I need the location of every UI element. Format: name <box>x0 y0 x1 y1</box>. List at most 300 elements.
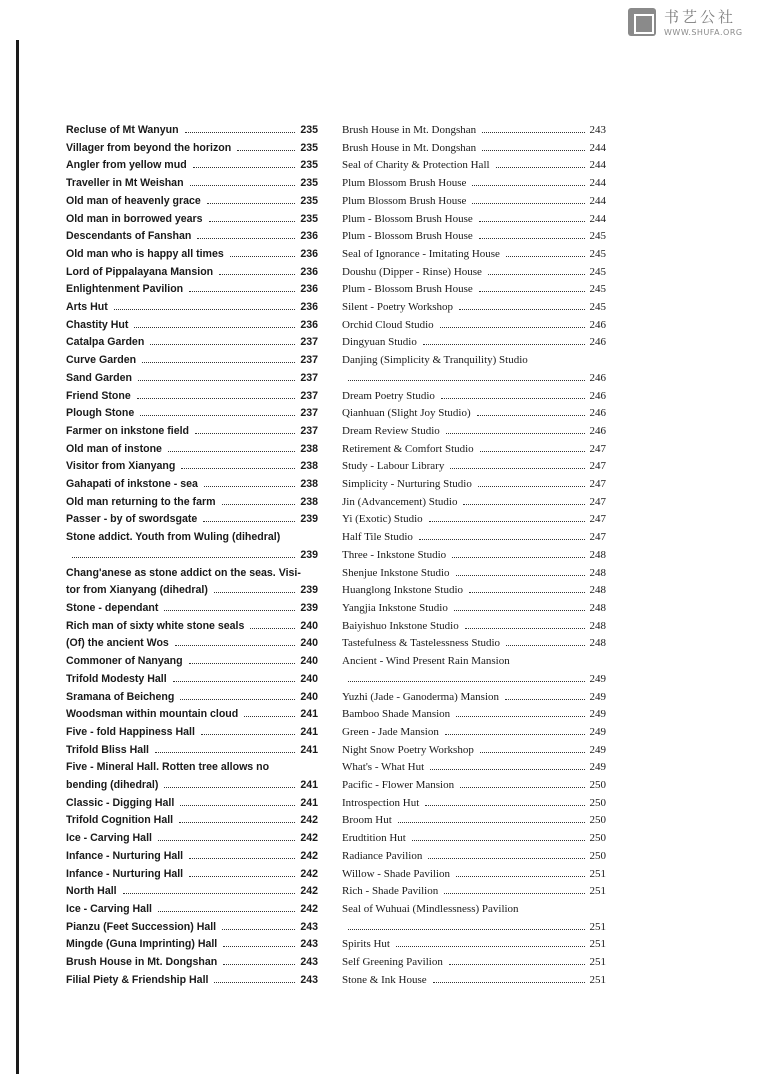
page-number: 235 <box>300 141 318 154</box>
index-entry <box>66 954 318 972</box>
dot-leader <box>150 343 295 345</box>
entry-title: Old man of instone <box>66 442 162 455</box>
entry-title: Retirement & Comfort Studio <box>342 442 474 455</box>
entry-title: Huanglong Inkstone Studio <box>342 584 463 597</box>
index-entry <box>66 441 318 459</box>
page-number: 242 <box>300 832 318 845</box>
page-number: 240 <box>300 655 318 668</box>
index-entry <box>66 706 318 724</box>
page-number: 235 <box>300 159 318 172</box>
dot-leader <box>445 733 585 735</box>
dot-leader <box>179 821 295 823</box>
index-entry <box>342 565 606 583</box>
index-entry <box>66 193 318 211</box>
entry-title: Traveller in Mt Weishan <box>66 177 184 190</box>
index-entry <box>342 352 606 387</box>
page-number: 248 <box>589 601 606 614</box>
entry-title: Recluse of Mt Wanyun <box>66 124 179 136</box>
page-number: 242 <box>300 902 318 915</box>
dot-leader <box>158 910 295 912</box>
entry-title: Five - Mineral Hall. Rotten tree allows no <box>66 761 270 774</box>
page-number: 245 <box>589 301 606 314</box>
dot-leader <box>207 202 295 204</box>
index-entry <box>66 671 318 689</box>
page-number: 236 <box>300 265 318 278</box>
dot-leader <box>201 733 295 735</box>
index-entry <box>66 405 318 423</box>
index-entry <box>342 423 606 441</box>
dot-leader <box>193 166 296 168</box>
index-entry <box>66 281 318 299</box>
entry-title: Pacific - Flower Mansion <box>342 779 455 792</box>
index-entry <box>342 334 606 352</box>
index-entry <box>66 689 318 707</box>
dot-leader <box>137 397 296 399</box>
dot-leader <box>189 662 296 664</box>
entry-title: Dream Poetry Studio <box>342 389 435 402</box>
index-entry <box>66 866 318 884</box>
entry-title: Rich man of sixty white stone seals <box>66 619 245 632</box>
dot-leader <box>465 627 585 629</box>
dot-leader <box>155 751 295 753</box>
page-number: 239 <box>300 601 318 614</box>
dot-leader <box>214 591 295 593</box>
entry-title: Enlightenment Pavilion <box>66 283 184 296</box>
index-entry <box>342 140 606 158</box>
entry-title: Trifold Bliss Hall <box>66 743 150 756</box>
dot-leader <box>348 928 585 930</box>
entry-title: Farmer on inkstone field <box>66 424 190 437</box>
page-number: 251 <box>589 973 606 986</box>
entry-title: Jin (Advancement) Studio <box>342 495 458 508</box>
entry-title: Rich - Shade Pavilion <box>342 885 439 898</box>
watermark-url: WWW.SHUFA.ORG <box>664 28 743 37</box>
watermark-title: 书艺公社 <box>664 8 737 26</box>
entry-title: Spirits Hut <box>342 938 390 951</box>
entry-title: Infance - Nurturing Hall <box>66 867 184 880</box>
index-entry <box>342 777 606 795</box>
index-entry <box>66 388 318 406</box>
entry-title: Doushu (Dipper - Rinse) House <box>342 265 482 278</box>
dot-leader <box>428 857 584 859</box>
page-number: 246 <box>589 424 606 437</box>
dot-leader <box>138 379 295 381</box>
index-entry <box>342 299 606 317</box>
dot-leader <box>222 928 295 930</box>
entry-title: Simplicity - Nurturing Studio <box>342 478 472 491</box>
index-entry <box>342 901 606 936</box>
entry-title: Arts Hut <box>66 301 108 314</box>
entry-title: Villager from beyond the horizon <box>66 141 232 154</box>
page-number: 247 <box>589 478 606 491</box>
index-entry <box>66 175 318 193</box>
dot-leader <box>237 149 295 151</box>
dot-leader <box>398 821 585 823</box>
page-number: 247 <box>589 513 606 526</box>
dot-leader <box>142 361 295 363</box>
page-number: 242 <box>300 885 318 898</box>
index-entry <box>66 759 318 794</box>
index-entry <box>66 795 318 813</box>
entry-title: tor from Xianyang (dihedral) <box>66 584 208 597</box>
index-entry <box>66 919 318 937</box>
dot-leader <box>459 308 584 310</box>
dot-leader <box>214 981 295 983</box>
page-number: 250 <box>589 779 606 792</box>
index-entry <box>342 582 606 600</box>
page-number: 251 <box>589 956 606 969</box>
entry-title: Stone & Ink House <box>342 973 427 986</box>
page-number: 244 <box>589 177 606 190</box>
index-entry <box>342 494 606 512</box>
dot-leader <box>479 220 585 222</box>
entry-title: Plum - Blossom Brush House <box>342 212 473 225</box>
page-number: 237 <box>300 354 318 367</box>
index-entry <box>66 901 318 919</box>
index-entry <box>66 334 318 352</box>
dot-leader <box>440 326 585 328</box>
page-number: 250 <box>589 832 606 845</box>
page-number: 237 <box>300 389 318 402</box>
dot-leader <box>452 556 584 558</box>
dot-leader <box>114 308 296 310</box>
entry-title: Qianhuan (Slight Joy Studio) <box>342 407 471 420</box>
page-number: 242 <box>300 814 318 827</box>
dot-leader <box>472 202 584 204</box>
dot-leader <box>396 945 585 947</box>
entry-title: Angler from yellow mud <box>66 159 187 172</box>
index-entry <box>66 423 318 441</box>
index-entry <box>342 830 606 848</box>
dot-leader <box>472 184 584 186</box>
entry-title: Bamboo Shade Mansion <box>342 708 451 721</box>
entry-title: Ancient - Wind Present Rain Mansion <box>342 655 510 668</box>
page-number: 248 <box>589 584 606 597</box>
page-number: 235 <box>300 177 318 190</box>
index-entry <box>66 742 318 760</box>
entry-title: Seal of Wuhuai (Mindlessness) Pavilion <box>342 902 519 915</box>
dot-leader <box>423 343 585 345</box>
page-number: 249 <box>589 761 606 774</box>
entry-title: Catalpa Garden <box>66 336 145 349</box>
index-entry <box>342 742 606 760</box>
entry-title: Old man in borrowed years <box>66 212 203 225</box>
entry-title: Sramana of Beicheng <box>66 690 175 703</box>
entry-title: Seal of Charity & Protection Hall <box>342 159 490 172</box>
dot-leader <box>209 220 296 222</box>
index-entry <box>66 352 318 370</box>
entry-title: Baiyishuo Inkstone Studio <box>342 619 459 632</box>
index-entry <box>342 441 606 459</box>
index-entry <box>342 848 606 866</box>
entry-title: Curve Garden <box>66 354 137 367</box>
entry-title: North Hall <box>66 885 117 898</box>
entry-title: Plum - Blossom Brush House <box>342 283 473 296</box>
index-entry <box>342 511 606 529</box>
index-entry <box>66 264 318 282</box>
index-entry <box>66 618 318 636</box>
dot-leader <box>454 609 585 611</box>
page-number: 241 <box>300 725 318 738</box>
entry-title: Infance - Nurturing Hall <box>66 849 184 862</box>
dot-leader <box>441 397 585 399</box>
entry-title: Ice - Carving Hall <box>66 902 152 915</box>
page-number: 241 <box>300 796 318 809</box>
entry-title: Half Tile Studio <box>342 531 413 544</box>
index-entry <box>342 175 606 193</box>
entry-title: Trifold Modesty Hall <box>66 672 167 685</box>
entry-title: Plum Blossom Brush House <box>342 194 467 207</box>
index-entry <box>66 830 318 848</box>
page-number: 236 <box>300 318 318 331</box>
dot-leader <box>158 839 295 841</box>
watermark-logo <box>628 4 748 48</box>
dot-leader <box>478 485 585 487</box>
page-number: 240 <box>300 637 318 650</box>
dot-leader <box>469 591 585 593</box>
dot-leader <box>204 485 295 487</box>
page-number: 249 <box>589 725 606 738</box>
entry-title: Orchid Cloud Studio <box>342 318 434 331</box>
page-number: 238 <box>300 495 318 508</box>
dot-leader <box>164 609 295 611</box>
index-entry <box>66 246 318 264</box>
page-number: 249 <box>589 690 606 703</box>
page-number: 235 <box>300 194 318 207</box>
dot-leader <box>480 751 585 753</box>
index-entry <box>342 635 606 653</box>
dot-leader <box>430 768 584 770</box>
entry-title: Passer - by of swordsgate <box>66 513 198 526</box>
page-number: 250 <box>589 814 606 827</box>
index-entry <box>66 883 318 901</box>
page-number: 248 <box>589 566 606 579</box>
index-entry <box>342 883 606 901</box>
page-number: 245 <box>589 247 606 260</box>
entry-title: Trifold Cognition Hall <box>66 814 174 827</box>
entry-title: Dream Review Studio <box>342 424 440 437</box>
page-number: 244 <box>589 159 606 172</box>
entry-title: Danjing (Simplicity & Tranquility) Studio <box>342 354 528 367</box>
page-number: 243 <box>589 124 606 136</box>
dot-leader <box>425 804 584 806</box>
page-number: 243 <box>300 938 318 951</box>
entry-title: Old man who is happy all times <box>66 247 224 260</box>
entry-title: Pianzu (Feet Succession) Hall <box>66 920 217 933</box>
page-number: 244 <box>589 194 606 207</box>
index-entry <box>342 759 606 777</box>
index-entry <box>66 653 318 671</box>
dot-leader <box>223 963 295 965</box>
page-number: 245 <box>589 230 606 243</box>
page-number: 238 <box>300 442 318 455</box>
entry-title: Brush House in Mt. Dongshan <box>342 141 477 154</box>
page-number: 236 <box>300 301 318 314</box>
dot-leader <box>482 131 584 133</box>
entry-title: Brush House in Mt. Dongshan <box>66 956 218 969</box>
page-number: 249 <box>589 672 606 685</box>
entry-title: Shenjue Inkstone Studio <box>342 566 450 579</box>
index-entry <box>342 600 606 618</box>
index-entry <box>66 600 318 618</box>
index-entry <box>66 228 318 246</box>
page-number: 247 <box>589 495 606 508</box>
dot-leader <box>195 432 295 434</box>
page-number: 242 <box>300 867 318 880</box>
entry-title: Silent - Poetry Workshop <box>342 301 454 314</box>
entry-title: Erudtition Hut <box>342 832 406 845</box>
dot-leader <box>219 273 295 275</box>
index-entry <box>342 547 606 565</box>
entry-title: Plum - Blossom Brush House <box>342 230 473 243</box>
dot-leader <box>140 414 295 416</box>
index-entry <box>66 299 318 317</box>
dot-leader <box>480 450 585 452</box>
index-entry <box>66 157 318 175</box>
dot-leader <box>181 467 295 469</box>
index-entry <box>66 494 318 512</box>
entry-title: Five - fold Happiness Hall <box>66 725 195 738</box>
entry-title: Plough Stone <box>66 407 135 420</box>
dot-leader <box>190 184 296 186</box>
index-entry <box>342 193 606 211</box>
index-entry <box>342 954 606 972</box>
entry-title: Stone - dependant <box>66 601 159 614</box>
entry-title: Ice - Carving Hall <box>66 832 152 845</box>
entry-title: Plum Blossom Brush House <box>342 177 467 190</box>
index-entry <box>342 476 606 494</box>
entry-title: Green - Jade Mansion <box>342 725 439 738</box>
dot-leader <box>496 166 585 168</box>
entry-title: Sand Garden <box>66 371 132 384</box>
entry-title: Commoner of Nanyang <box>66 655 183 668</box>
index-entry <box>66 812 318 830</box>
index-entry <box>342 972 606 990</box>
dot-leader <box>488 273 585 275</box>
page-number: 246 <box>589 371 606 384</box>
index-entry <box>66 511 318 529</box>
index-entry <box>66 972 318 990</box>
page-number: 240 <box>300 672 318 685</box>
index-entry <box>342 157 606 175</box>
index-entry <box>342 795 606 813</box>
dot-leader <box>168 450 295 452</box>
seal-icon <box>628 8 656 36</box>
index-entry <box>342 458 606 476</box>
index-entry <box>342 211 606 229</box>
index-entry <box>66 635 318 653</box>
index-entry <box>66 476 318 494</box>
page-number: 248 <box>589 619 606 632</box>
index-entry <box>66 936 318 954</box>
page-number: 237 <box>300 371 318 384</box>
dot-leader <box>185 131 296 133</box>
index-entry <box>342 388 606 406</box>
page-number: 240 <box>300 690 318 703</box>
entry-title: Seal of Ignorance - Imitating House <box>342 247 500 260</box>
entry-title: (Of) the ancient Wos <box>66 637 169 650</box>
index-entry <box>342 653 606 688</box>
page-number: 241 <box>300 779 318 792</box>
index-entry <box>342 281 606 299</box>
page-number: 241 <box>300 708 318 721</box>
dot-leader <box>223 945 295 947</box>
entry-title: Three - Inkstone Studio <box>342 548 447 561</box>
dot-leader <box>222 503 296 505</box>
dot-leader <box>506 644 584 646</box>
entry-title: Tastefulness & Tastelessness Studio <box>342 637 501 650</box>
page-number: 235 <box>300 212 318 225</box>
entry-title: Dingyuan Studio <box>342 336 417 349</box>
entry-title: Filial Piety & Friendship Hall <box>66 973 209 986</box>
index-entry <box>342 812 606 830</box>
index-entry <box>66 565 318 600</box>
scan-left-edge <box>0 0 22 1074</box>
index-entry <box>66 122 318 140</box>
entry-title: Gahapati of inkstone - sea <box>66 478 198 491</box>
entry-title: Visitor from Xianyang <box>66 460 176 473</box>
dot-leader <box>134 326 295 328</box>
entry-title: Yuzhi (Jade - Ganoderma) Mansion <box>342 690 500 703</box>
entry-title: Lord of Pippalayana Mansion <box>66 265 214 278</box>
page-number: 246 <box>589 336 606 349</box>
dot-leader <box>444 892 584 894</box>
entry-title: Yangjia Inkstone Studio <box>342 601 448 614</box>
dot-leader <box>348 680 585 682</box>
page-number: 235 <box>300 124 318 136</box>
dot-leader <box>180 804 295 806</box>
dot-leader <box>433 981 585 983</box>
page-number: 251 <box>589 938 606 951</box>
index-entry <box>342 618 606 636</box>
entry-title: Descendants of Fanshan <box>66 230 192 243</box>
index-entry <box>66 317 318 335</box>
page-number: 239 <box>300 513 318 526</box>
page-number: 250 <box>589 796 606 809</box>
dot-leader <box>419 538 585 540</box>
dot-leader <box>463 503 584 505</box>
entry-title: Night Snow Poetry Workshop <box>342 743 474 756</box>
index-entry <box>342 228 606 246</box>
entry-title: bending (dihedral) <box>66 779 159 792</box>
dot-leader <box>450 467 584 469</box>
dot-leader <box>250 627 295 629</box>
dot-leader <box>429 520 585 522</box>
index-entry <box>66 370 318 388</box>
dot-leader <box>449 963 585 965</box>
index-entry <box>342 936 606 954</box>
page-number: 246 <box>589 407 606 420</box>
index-entry <box>342 317 606 335</box>
page-number: 250 <box>589 849 606 862</box>
index-entry <box>66 140 318 158</box>
page-number: 237 <box>300 424 318 437</box>
index-entry <box>66 529 318 564</box>
dot-leader <box>456 875 584 877</box>
page-number: 239 <box>300 548 318 561</box>
page-number: 237 <box>300 336 318 349</box>
dot-leader <box>482 149 584 151</box>
entry-title: Study - Labour Library <box>342 460 445 473</box>
dot-leader <box>244 715 295 717</box>
binding-line <box>16 40 19 1074</box>
entry-title: Radiance Pavilion <box>342 849 423 862</box>
index-entry <box>342 246 606 264</box>
page-number: 249 <box>589 708 606 721</box>
dot-leader <box>506 255 585 257</box>
dot-leader <box>348 379 585 381</box>
dot-leader <box>180 698 295 700</box>
